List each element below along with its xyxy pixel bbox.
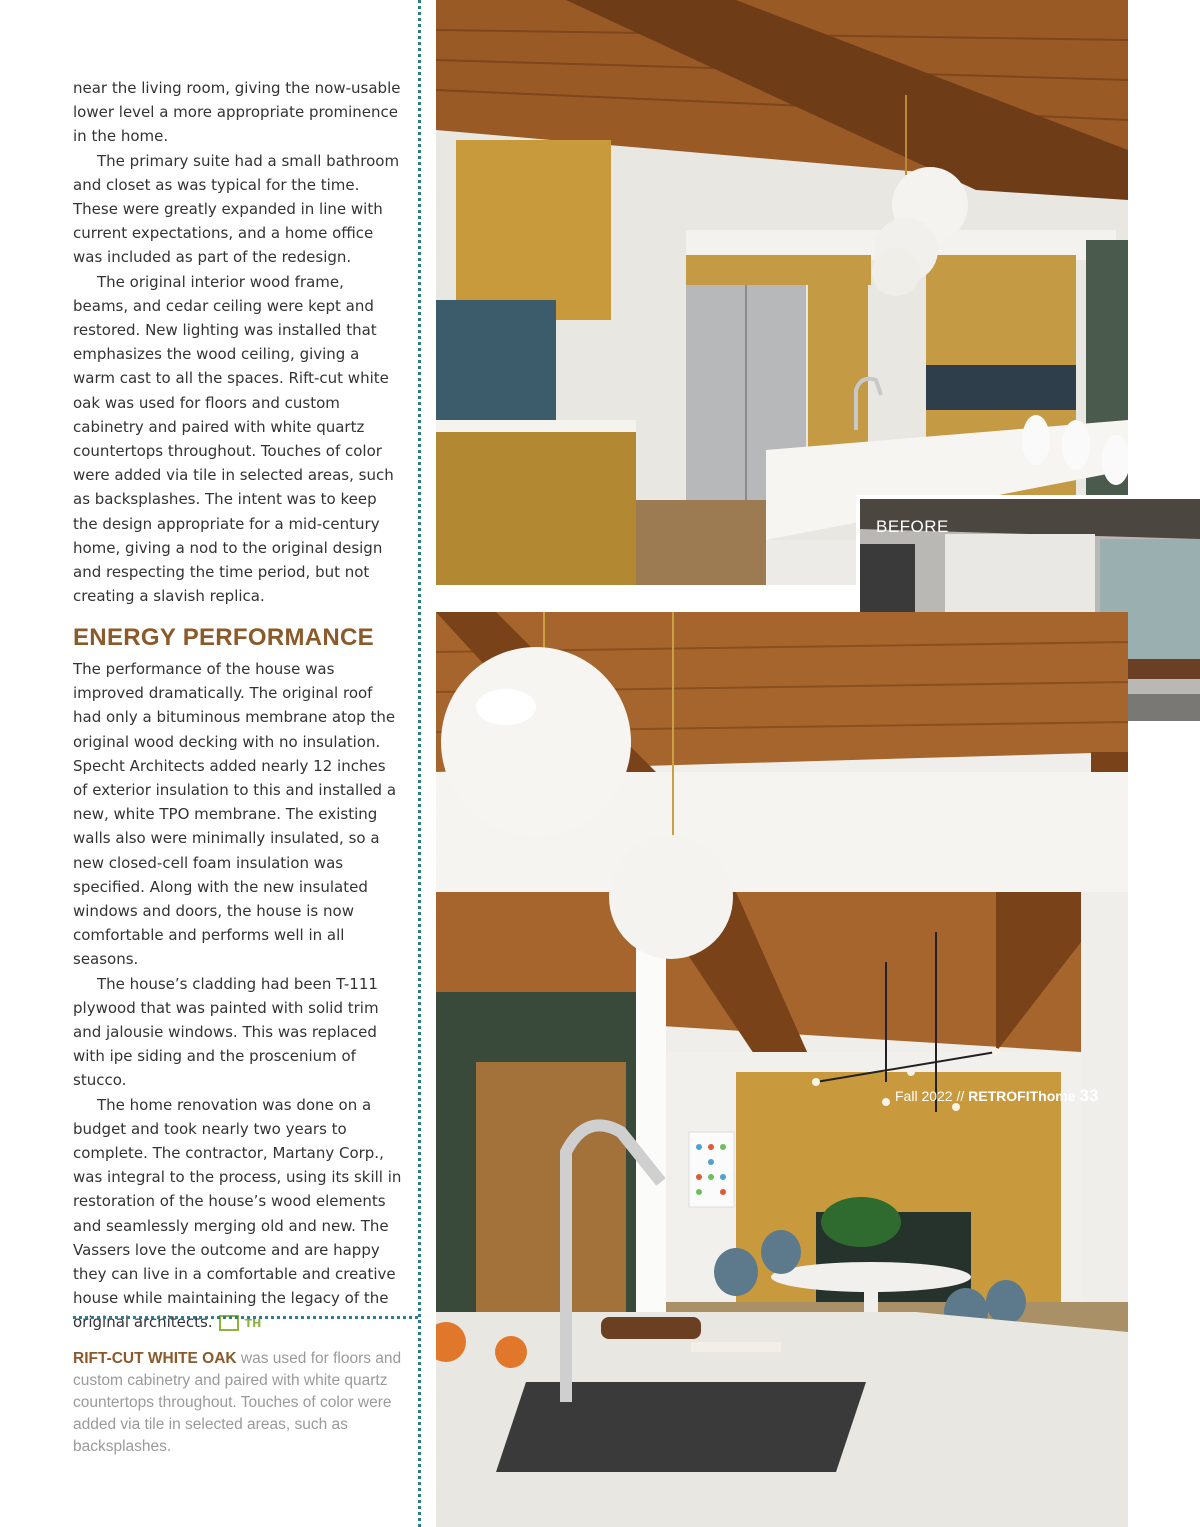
horizontal-dotted-rule [73,1316,418,1319]
folio-issue: Fall 2022 // [895,1088,969,1104]
caption-lead: RIFT-CUT WHITE OAK [73,1350,237,1367]
kitchen-photo-bottom [436,612,1128,1527]
body-paragraph-text: The home renovation was done on a budget and took nearly two years to complete. The contractor, Martany Corp., was integral to the process, using its skill in restoration of the house’s wood elements and seamlessly merging old and new. The Vassers love the outcome and are happy they can live in a comfortable and creative house while maintaining the legacy of the original architects. [73,1095,402,1332]
caption-text: was used for floors and custom cabinetry and paired with white quartz countertops throughout. Touches of color were added via tile in selected areas, such as backsplashes. [73,1350,402,1455]
page-folio [895,1086,1098,1106]
body-paragraph: near the living room, giving the now-usable lower level a more appropriate prominence in the home. [73,79,401,146]
body-column-top [73,76,403,608]
section-heading: ENERGY PERFORMANCE [73,624,374,651]
body-paragraph: The performance of the house was improved dramatically. The original roof had only a bituminous membrane atop the original wood decking with no insulation. Specht Architects added nearly 12 inches of exterior insulation to this and installed a new, white TPO membrane. The existing walls also were minimally insulated, so a new closed-cell foam insulation was specified. Along with the new insulated windows and doors, the house is now comfortable and performs well in all seasons. [73,660,397,969]
before-label: BEFORE [876,517,949,536]
body-paragraph [73,1093,403,1335]
photo-caption [73,1348,403,1458]
body-paragraph: The original interior wood frame, beams, and cedar ceiling were kept and restored. New lighting was installed that emphasizes the wood ceiling, giving a warm cast to all the spaces. Rift-cut white oak was used for floors and custom cabinetry and paired with white quartz countertops throughout. Touches of color were added via tile in selected areas, such as backsplashes. The intent was to keep the design appropriate for a mid-century home, giving a nod to the original design and respecting the time period, but not creating a slavish replica. [73,272,394,606]
vertical-dotted-rule [418,0,421,1527]
body-column-bottom [73,657,403,1335]
page-number: 33 [1079,1086,1099,1105]
end-mark-icon: TH [219,1315,239,1331]
body-paragraph: The house’s cladding had been T-111 plywood that was painted with solid trim and jalousie windows. This was replaced with ipe siding and the proscenium of stucco. [73,974,379,1090]
folio-magazine: RETROFIThome [968,1088,1076,1104]
body-paragraph: The primary suite had a small bathroom and closet as was typical for the time. These were greatly expanded in line with current expectations, and a home office was included as part of the redesign. [73,151,400,267]
